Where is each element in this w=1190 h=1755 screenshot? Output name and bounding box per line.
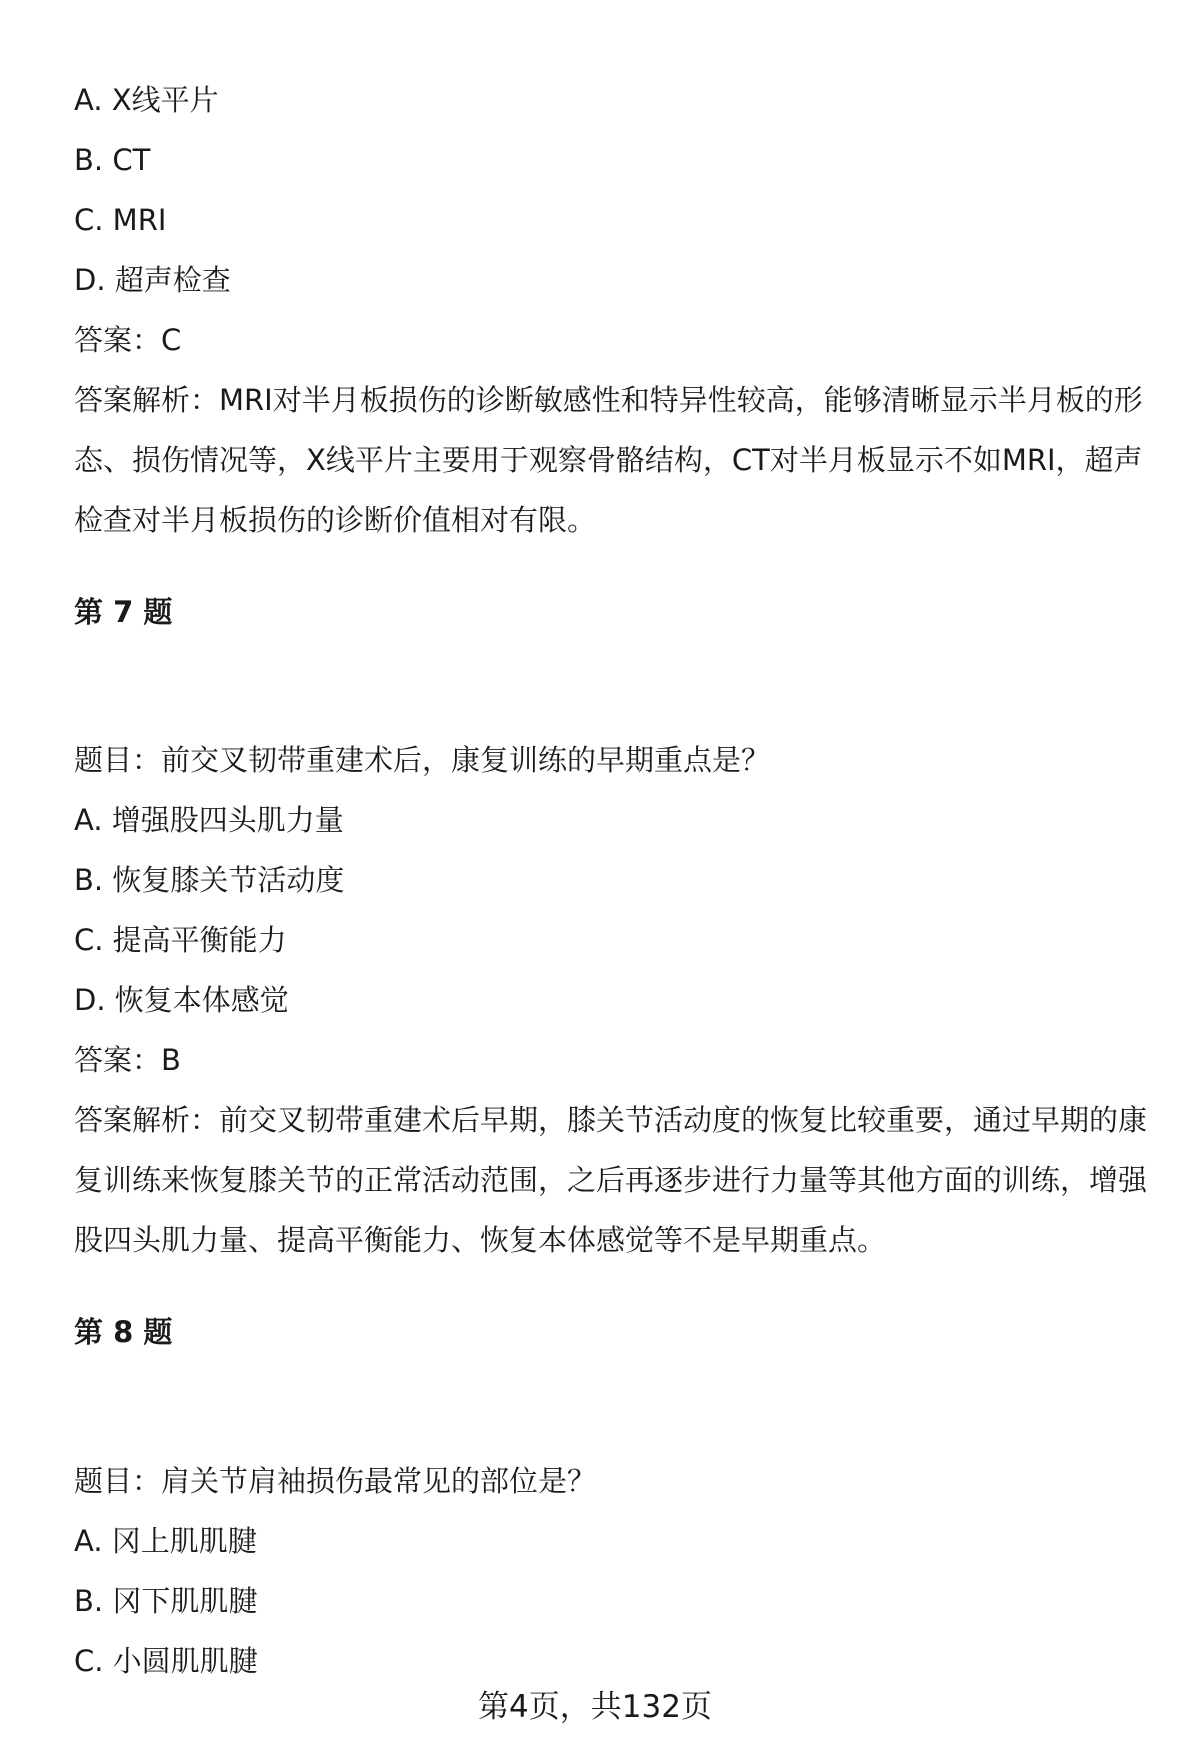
q7-option-b: B. 恢复膝关节活动度 (74, 863, 345, 897)
q7-answer: 答案：B (74, 1043, 181, 1077)
q7-explanation: 答案解析：前交叉韧带重建术后早期，膝关节活动度的恢复比较重要，通过早期的康复训练来恢复膝关节的正常活动范围，之后再逐步进行力量等其他方面的训练，增强股四头肌力量、提高平衡能力、恢复本体感觉等不是早期重点。 (74, 1103, 1148, 1257)
q8-option-c: C. 小圆肌肌腱 (74, 1644, 258, 1678)
q7-option-d: D. 恢复本体感觉 (74, 983, 289, 1017)
page-number-footer: 第4页，共132页 (478, 1689, 712, 1725)
q6-option-b: B. CT (74, 143, 151, 177)
q6-option-a: A. X线平片 (74, 83, 219, 117)
q7-question: 题目：前交叉韧带重建术后，康复训练的早期重点是？ (74, 743, 771, 777)
q6-option-c: C. MRI (74, 203, 167, 237)
q8-option-a: A. 冈上肌肌腱 (74, 1524, 257, 1558)
q7-option-c: C. 提高平衡能力 (74, 923, 287, 957)
q6-explanation: 答案解析：MRI对半月板损伤的诊断敏感性和特异性较高，能够清晰显示半月板的形态、损伤情况等，X线平片主要用于观察骨骼结构，CT对半月板显示不如MRI，超声检查对半月板损伤的诊断价值相对有限。 (74, 383, 1143, 537)
q6-option-d: D. 超声检查 (74, 263, 231, 297)
q7-option-a: A. 增强股四头肌力量 (74, 803, 344, 837)
q6-answer: 答案：C (74, 323, 182, 357)
q8-question: 题目：肩关节肩袖损伤最常见的部位是？ (74, 1464, 597, 1498)
q8-heading: 第 8 题 (74, 1315, 173, 1349)
q8-option-b: B. 冈下肌肌腱 (74, 1584, 258, 1618)
q7-heading: 第 7 题 (74, 595, 173, 629)
